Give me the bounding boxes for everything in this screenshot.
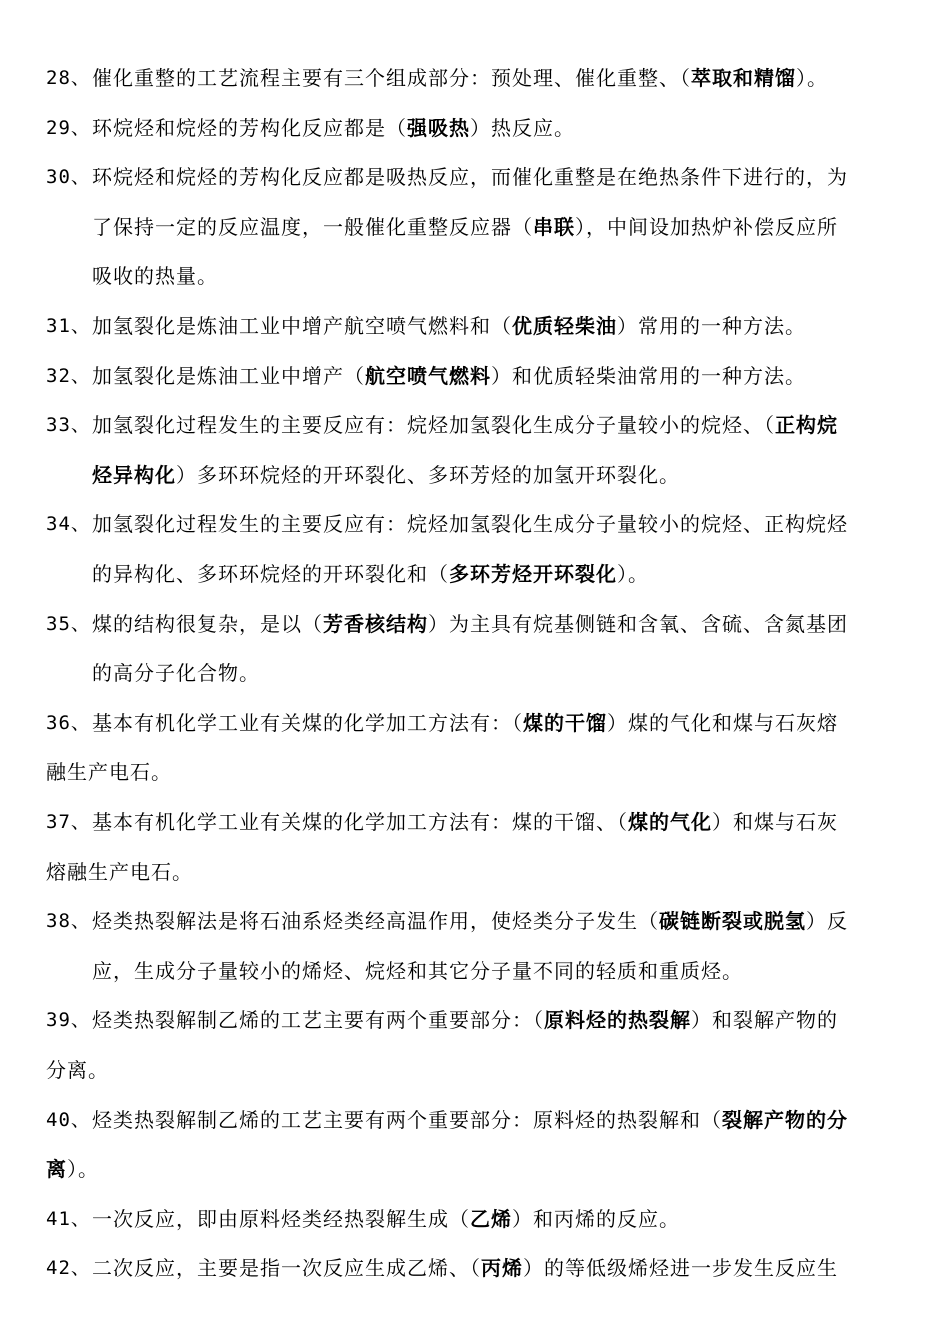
question-number: 28、 [46, 67, 91, 89]
text-segment: 环烷烃和烷烃的芳构化反应都是吸热反应，而催化重整是在绝热条件下进行的，为 [92, 165, 848, 190]
question-number: 39、 [46, 1009, 91, 1032]
question-line [0, 1100, 950, 1140]
question-text [92, 1100, 848, 1140]
question-text-continued [92, 256, 218, 296]
text-segment: 烃类热裂解制乙烯的工艺主要有两个重要部分：（ [92, 1008, 544, 1033]
question-number: 41、 [46, 1207, 91, 1230]
question-text-continued [46, 1149, 99, 1189]
answer-text: 丙烯 [481, 1256, 523, 1281]
text-segment: 煤的结构很复杂，是以（ [92, 611, 323, 636]
answer-text: 萃取和精馏 [691, 66, 796, 90]
text-segment: ）。 [796, 66, 828, 90]
question-number: 35、 [46, 612, 91, 635]
question-line [0, 1050, 950, 1090]
text-segment: ）和裂解产物的 [691, 1008, 838, 1033]
answer-text: 离 [46, 1157, 67, 1182]
text-segment: ）煤的气化和煤与石灰熔 [607, 710, 838, 735]
question-text [92, 405, 838, 445]
question-line [0, 852, 950, 892]
text-segment: 的异构化、多环环烷烃的开环裂化和（ [92, 562, 449, 586]
question-text [92, 504, 848, 544]
question-line [0, 1149, 950, 1189]
text-segment: ）。 [617, 562, 649, 586]
text-segment: ）反 [806, 909, 848, 934]
question-text [92, 306, 806, 346]
text-segment: 应，生成分子量较小的烯烃、烷烃和其它分子量不同的轻质和重质烃。 [92, 958, 743, 983]
question-text [92, 901, 848, 941]
question-text [92, 703, 838, 743]
text-segment: 分离。 [46, 1058, 109, 1082]
question-number: 31、 [46, 315, 91, 337]
answer-text: 碳链断裂或脱氢 [659, 909, 806, 934]
question-text [92, 108, 575, 148]
question-text [92, 802, 838, 842]
question-text [92, 157, 848, 197]
question-line [0, 951, 950, 991]
question-number: 36、 [46, 711, 91, 734]
answer-text: 正构烷 [775, 413, 838, 438]
answer-text: 原料烃的热裂解 [544, 1008, 691, 1033]
question-line [0, 157, 950, 197]
question-line [0, 58, 950, 98]
answer-text: 煤的气化 [628, 810, 712, 834]
question-line [0, 108, 950, 148]
answer-text: 航空喷气燃料 [365, 363, 491, 388]
text-segment: 了保持一定的反应温度，一般催化重整反应器（ [92, 214, 533, 239]
question-line [0, 1248, 950, 1288]
text-segment: ）和优质轻柴油常用的一种方法。 [491, 363, 806, 388]
question-number: 32、 [46, 364, 91, 387]
question-line [0, 207, 950, 247]
text-segment: 加氢裂化是炼油工业中增产航空喷气燃料和（ [92, 314, 512, 338]
question-text-continued [46, 1050, 109, 1090]
question-number: 38、 [46, 910, 91, 933]
question-number: 34、 [46, 513, 91, 536]
question-line [0, 653, 950, 693]
text-segment: 加氢裂化过程发生的主要反应有：烷烃加氢裂化生成分子量较小的烷烃、正构烷烃 [92, 512, 848, 537]
question-line [0, 752, 950, 792]
text-segment: 的高分子化合物。 [92, 661, 260, 686]
question-line [0, 1000, 950, 1040]
question-text-continued [92, 455, 680, 495]
text-segment: ）热反应。 [470, 115, 575, 140]
text-segment: 熔融生产电石。 [46, 859, 193, 884]
question-text-continued [92, 951, 743, 991]
question-text [92, 604, 848, 644]
answer-text: 乙烯 [470, 1206, 512, 1231]
text-segment: 加氢裂化是炼油工业中增产（ [92, 363, 365, 388]
question-text-continued [46, 752, 172, 792]
text-segment: 烃类热裂解法是将石油系烃类经高温作用，使烃类分子发生（ [92, 909, 659, 934]
question-line [0, 802, 950, 842]
question-number: 29、 [46, 116, 91, 139]
answer-text: 多环芳烃开环裂化 [449, 562, 617, 586]
question-text-continued [46, 852, 193, 892]
answer-text: 强吸热 [407, 115, 470, 140]
answer-text: 优质轻柴油 [512, 314, 617, 338]
text-segment: 吸收的热量。 [92, 264, 218, 289]
question-text-continued [92, 653, 260, 693]
question-line [0, 256, 950, 296]
question-line [0, 1199, 950, 1239]
question-text [92, 1000, 838, 1040]
text-segment: ），中间设加热炉补偿反应所 [575, 214, 838, 239]
question-line [0, 455, 950, 495]
text-segment: ）和煤与石灰 [712, 810, 838, 834]
text-segment: 基本有机化学工业有关煤的化学加工方法有：煤的干馏、（ [92, 810, 628, 834]
question-number: 30、 [46, 166, 91, 189]
answer-text: 煤的干馏 [523, 710, 607, 735]
text-segment: ）常用的一种方法。 [617, 314, 806, 338]
question-text [92, 356, 806, 396]
text-segment: ）和丙烯的反应。 [512, 1206, 680, 1231]
question-number: 33、 [46, 414, 91, 437]
question-text [92, 1248, 838, 1288]
question-line [0, 554, 950, 594]
question-text [92, 58, 828, 98]
question-line [0, 901, 950, 941]
question-line [0, 504, 950, 544]
text-segment: ）为主具有烷基侧链和含氧、含硫、含氮基团 [428, 611, 848, 636]
text-segment: 基本有机化学工业有关煤的化学加工方法有：（ [92, 710, 523, 735]
text-segment: 催化重整的工艺流程主要有三个组成部分：预处理、催化重整、（ [92, 66, 691, 90]
question-line [0, 405, 950, 445]
question-line [0, 604, 950, 644]
question-number: 42、 [46, 1257, 91, 1280]
answer-text: 裂解产物的分 [722, 1107, 848, 1132]
question-text-continued [92, 554, 649, 594]
text-segment: 一次反应，即由原料烃类经热裂解生成（ [92, 1206, 470, 1231]
question-text-continued [92, 207, 838, 247]
answer-text: 芳香核结构 [323, 611, 428, 636]
text-segment: ）。 [67, 1157, 99, 1182]
question-line [0, 703, 950, 743]
text-segment: 融生产电石。 [46, 760, 172, 785]
text-segment: 环烷烃和烷烃的芳构化反应都是（ [92, 115, 407, 140]
question-number: 37、 [46, 811, 91, 833]
answer-text: 串联 [533, 214, 575, 239]
question-number: 40、 [46, 1108, 91, 1131]
answer-text: 烃异构化 [92, 462, 176, 487]
text-segment: 加氢裂化过程发生的主要反应有：烷烃加氢裂化生成分子量较小的烷烃、（ [92, 413, 775, 438]
text-segment: 二次反应，主要是指一次反应生成乙烯、（ [92, 1256, 481, 1281]
text-segment: ）的等低级烯烃进一步发生反应生 [523, 1256, 838, 1281]
text-segment: ）多环环烷烃的开环裂化、多环芳烃的加氢开环裂化。 [176, 462, 680, 487]
question-line [0, 356, 950, 396]
text-segment: 烃类热裂解制乙烯的工艺主要有两个重要部分：原料烃的热裂解和（ [92, 1107, 722, 1132]
question-line [0, 306, 950, 346]
question-text [92, 1199, 680, 1239]
